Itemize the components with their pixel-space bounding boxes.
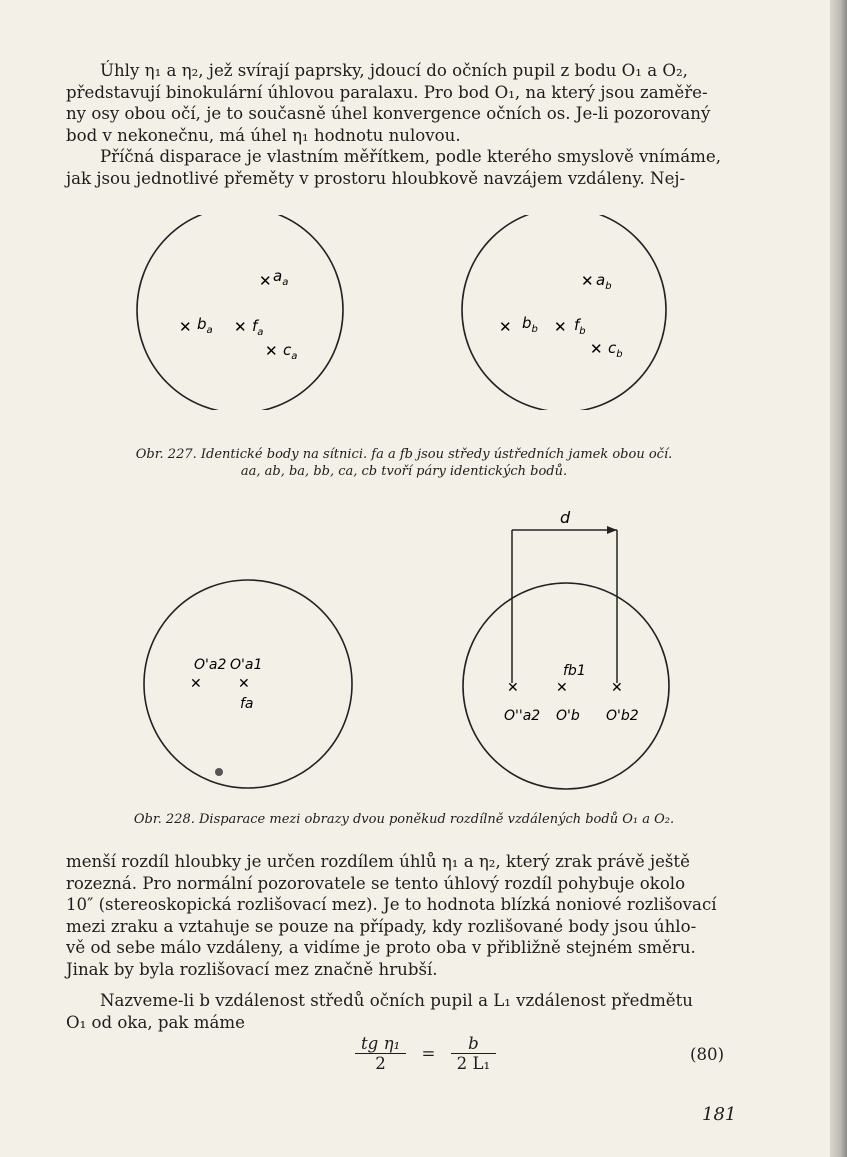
cross-mark: ✕ [234,318,247,336]
page-edge-shadow [830,0,847,1157]
figure-228-caption [66,811,742,828]
caption-line: aa, ab, ba, bb, ca, cb tvoří páry identických bodů. [240,464,568,479]
label-f-a: $f_a$ [252,317,264,338]
label-f-b1: fb1 [563,663,586,679]
label-d: d [560,508,571,527]
text-line: Jinak by byla rozlišovací mez značně hrubší. [66,959,438,979]
cross-mark: ✕ [238,676,250,692]
caption-line: Obr. 227. Identické body na sítnici. fa a fb jsou středy ústředních jamek obou očí. [135,447,673,462]
fraction-right [451,1034,497,1073]
text-line: 10″ (stereoskopická rozlišovací mez). Je to hodnota blízká noniové rozlišovací [66,895,717,914]
cross-mark: ✕ [499,318,512,336]
page-number: 181 [702,1104,737,1125]
cross-mark: ✕ [556,680,568,696]
text-line: bod v nekonečnu, má úhel η₁ hodnotu nulovou. [66,125,461,145]
cross-mark: ✕ [507,680,519,696]
text-line: Nazveme-li b vzdálenost středů očních pupil a L₁ vzdálenost předmětu [100,991,693,1010]
label-a-b: $a_b$ [596,271,612,292]
paragraph-parallax [66,60,736,146]
text-line: O₁ od oka, pak máme [66,1012,245,1032]
denominator: 2 L₁ [456,1054,491,1073]
text-line: menší rozdíl hloubky je určen rozdílem úhlů η₁ a η₂, který zrak právě ještě [66,852,690,871]
text-line: Úhly η₁ a η₂, jež svírají paprsky, jdoucí do očních pupil z bodu O₁ a O₂, [100,61,688,80]
label-a-a: $a_a$ [273,267,289,288]
cross-mark: ✕ [611,680,623,696]
label-o-a2-double: O''a2 [504,708,541,724]
label-b-a: $b_a$ [197,315,213,336]
cross-mark: ✕ [265,342,278,360]
equation-number: (80) [690,1045,725,1064]
cross-mark: ✕ [590,340,603,358]
formula-80 [355,1034,496,1073]
label-c-b: $c_b$ [608,339,623,360]
figure-228 [66,505,756,795]
cross-mark: ✕ [179,318,192,336]
paragraph-definition [66,990,736,1033]
text-line: jak jsou jednotlivé přeměty v prostoru hloubkově navzájem vzdáleny. Nej- [66,168,686,188]
label-b-b: $b_b$ [522,314,538,335]
caption-line: Obr. 228. Disparace mezi obrazy dvou poněkud rozdílně vzdálených bodů O₁ a O₂. [133,812,675,827]
figure-227-caption [66,446,742,480]
label-o-a2: O'a2 [194,657,227,673]
cross-mark: ✕ [190,676,202,692]
fraction-left [355,1034,406,1073]
left-eye-circle [137,215,343,410]
paragraph-disparity [66,146,736,189]
figure-227 [66,215,756,410]
text-line: představují binokulární úhlovou paralaxu. Pro bod O₁, na který jsou zaměře- [66,82,708,102]
text-line: mezi zraku a vztahuje se pouze na případy, kdy rozlišované body jsou úhlo- [66,916,697,936]
cross-mark: ✕ [581,272,594,290]
equals-sign: = [421,1044,436,1063]
right-eye-circle [462,215,666,410]
text-line: Příčná disparace je vlastním měřítkem, podle kterého smyslově vnímáme, [100,147,721,166]
label-f-a: fa [240,696,254,712]
text-line: vě od sebe málo vzdáleny, a vidíme je proto oba v přibližně stejném směru. [66,938,696,957]
text-line: rozezná. Pro normální pozorovatele se tento úhlový rozdíl pohybuje okolo [66,873,686,893]
label-f-b: $f_b$ [574,316,586,337]
numerator: tg η₁ [355,1034,406,1054]
denominator: 2 [375,1054,386,1073]
cross-mark: ✕ [554,318,567,336]
text-line: ny osy obou očí, je to současně úhel konvergence očních os. Je-li pozorovaný [66,104,711,123]
paragraph-stereo-limit [66,851,736,980]
arrow-head-icon [607,526,617,534]
label-o-b2: O'b2 [606,708,639,724]
numerator: b [451,1034,497,1054]
label-c-a: $c_a$ [283,341,298,362]
ink-blot [215,768,223,776]
label-o-b: O'b [556,708,580,724]
label-o-a1: O'a1 [230,657,263,673]
cross-mark: ✕ [259,272,272,290]
